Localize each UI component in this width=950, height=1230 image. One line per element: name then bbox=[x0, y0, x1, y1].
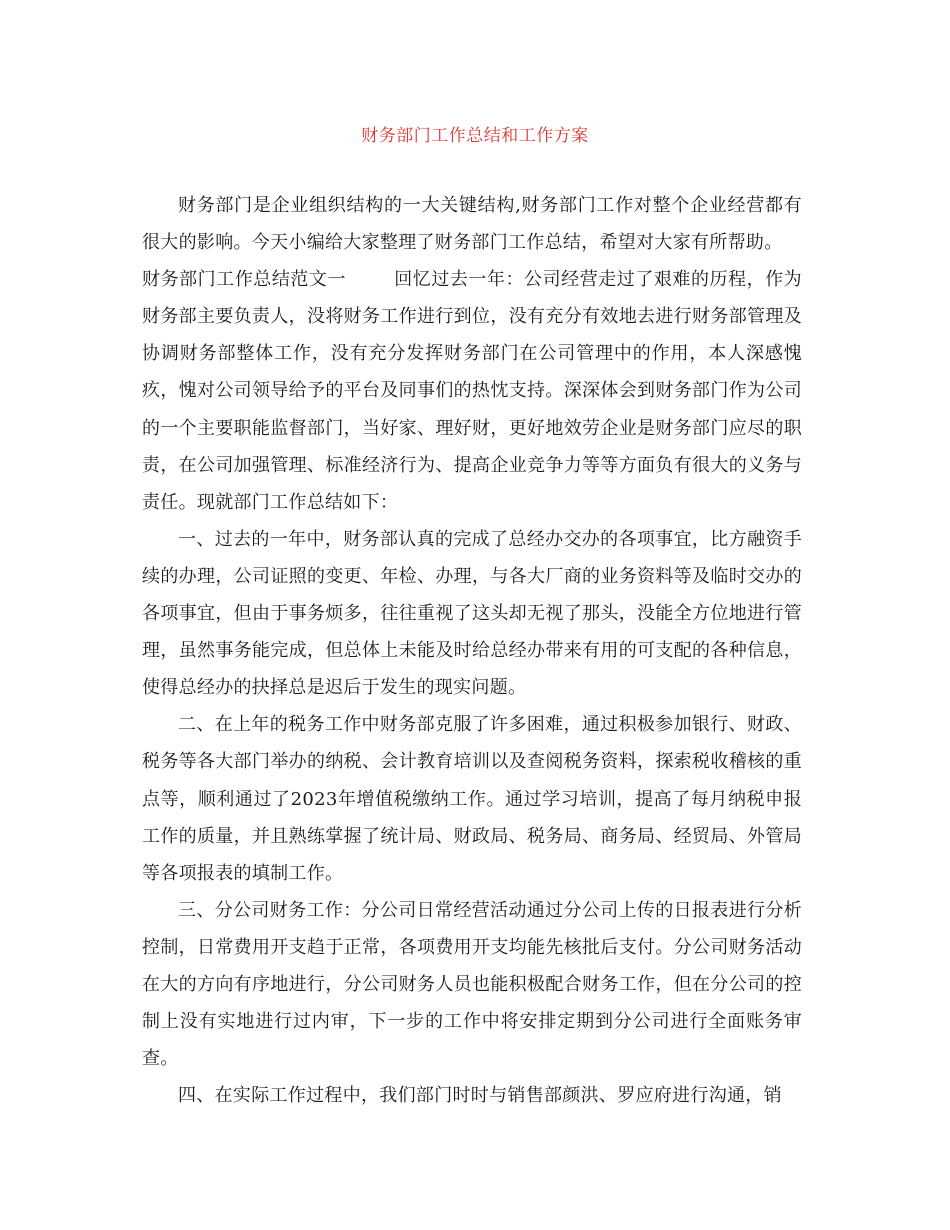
sample-paragraph bbox=[142, 261, 802, 521]
document-body bbox=[142, 187, 802, 1114]
body-paragraph-4: 四、在实际工作过程中，我们部门时时与销售部颜洪、罗应府进行沟通，销 bbox=[178, 1085, 782, 1107]
body-paragraph-1: 一、过去的一年中，财务部认真的完成了总经办交办的各项事宜，比方融资手续的办理，公司证照的变更、年检、办理，与各大厂商的业务资料等及临时交办的各项事宜，但由于事务烦多，往往重视了这头却无视了那头，没能全方位地进行管理，虽然事务能完成，但总体上未能及时给总经办带来有用的可支配的各种信息，使得总经办的抉择总是迟后于发生的现实问题。 bbox=[142, 528, 802, 699]
sample-label: 财务部门工作总结范文一 bbox=[142, 269, 346, 291]
document-title: 财务部门工作总结和工作方案 bbox=[361, 126, 589, 146]
sample-text: 回忆过去一年：公司经营走过了艰难的历程，作为财务部主要负责人，没将财务工作进行到位，没有充分有效地去进行财务部管理及协调财务部整体工作，没有充分发挥财务部门在公司管理中的作用，本人深感愧疚，愧对公司领导给予的平台及同事们的热忱支持。深深体会到财务部门作为公司的一个主要职能监督部门，当好家、理好财，更好地效劳企业是财务部门应尽的职责，在公司加强管理、标准经济行为、提高企业竞争力等等方面负有很大的义务与责任。现就部门工作总结如下： bbox=[142, 269, 802, 513]
intro-paragraph: 财务部门是企业组织结构的一大关键结构,财务部门工作对整个企业经营都有很大的影响。今天小编给大家整理了财务部门工作总结，希望对大家有所帮助。 bbox=[142, 195, 802, 254]
body-paragraph-3: 三、分公司财务工作：分公司日常经营活动通过分公司上传的日报表进行分析控制，日常费用开支趋于正常，各项费用开支均能先核批后支付。分公司财务活动在大的方向有序地进行，分公司财务人员也能积极配合财务工作，但在分公司的控制上没有实地进行过内审，下一步的工作中将安排定期到分公司进行全面账务审查。 bbox=[142, 899, 802, 1070]
body-paragraph-2: 二、在上年的税务工作中财务部克服了许多困难，通过积极参加银行、财政、税务等各大部门举办的纳税、会计教育培训以及查阅税务资料，探索税收稽核的重点等，顺利通过了2023年增值税缴纳工作。通过学习培训，提高了每月纳税申报工作的质量，并且熟练掌握了统计局、财政局、税务局、商务局、经贸局、外管局等各项报表的填制工作。 bbox=[142, 714, 802, 884]
